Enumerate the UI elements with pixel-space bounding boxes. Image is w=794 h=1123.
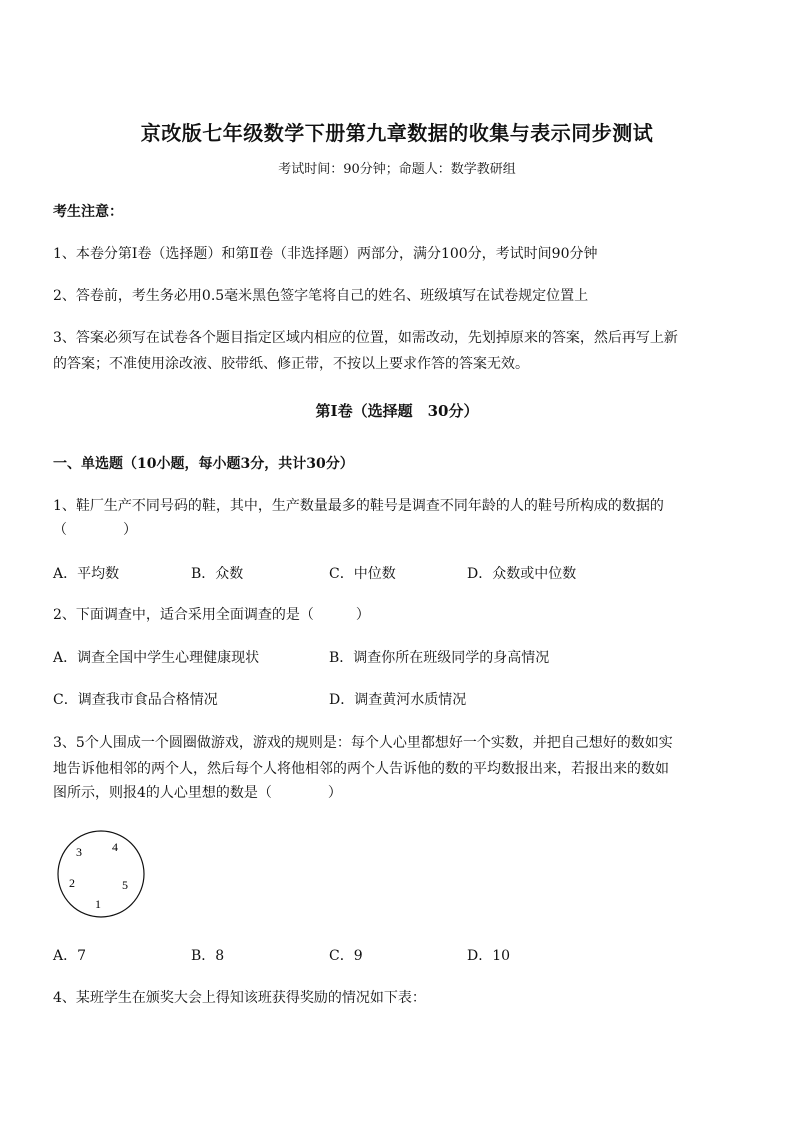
figure-number-1: 1	[95, 897, 101, 911]
question-1-blank: （ ）	[53, 522, 137, 538]
q1-option-a[interactable]: A．平均数	[53, 566, 120, 582]
q3-option-b[interactable]: B．8	[191, 948, 225, 964]
notice-item-3-cont: 的答案；不准使用涂改液、胶带纸、修正带，不按以上要求作答的答案无效。	[53, 356, 529, 372]
question-3-text-1: 3、5个人围成一个圆圈做游戏，游戏的规则是：每个人心里都想好一个实数，并把自己想好的数如实	[53, 735, 673, 751]
q1-option-b[interactable]: B．众数	[191, 566, 244, 582]
notice-item-3: 3、答案必须写在试卷各个题目指定区域内相应的位置，如需改动，先划掉原来的答案，然后再写上新	[53, 330, 678, 346]
q3-option-d[interactable]: D．10	[467, 948, 511, 964]
circle-diagram	[56, 829, 146, 919]
question-2-text: 2、下面调查中，适合采用全面调查的是（ ）	[53, 607, 370, 623]
figure-number-4: 4	[112, 840, 118, 854]
figure-number-3: 3	[76, 845, 82, 859]
figure-number-5: 5	[122, 878, 128, 892]
q3-option-c[interactable]: C．9	[329, 948, 363, 964]
figure-number-2: 2	[69, 876, 75, 890]
notice-heading: 考生注意：	[53, 204, 123, 220]
question-4-text: 4、某班学生在颁奖大会上得知该班获得奖励的情况如下表：	[53, 990, 426, 1006]
circle-outline	[58, 831, 144, 917]
q2-option-d[interactable]: D．调查黄河水质情况	[329, 692, 467, 708]
circle-figure	[56, 829, 146, 919]
section-title: 第Ⅰ卷（选择题 30分）	[315, 402, 479, 420]
q2-option-b[interactable]: B．调查你所在班级同学的身高情况	[329, 650, 550, 666]
notice-item-1: 1、本卷分第Ⅰ卷（选择题）和第Ⅱ卷（非选择题）两部分，满分100分，考试时间90分钟	[53, 246, 598, 262]
question-3-text-2: 地告诉他相邻的两个人，然后每个人将他相邻的两个人告诉他的数的平均数报出来，若报出来的数如	[53, 761, 669, 777]
part-heading: 一、单选题（10小题，每小题3分，共计30分）	[53, 456, 354, 472]
q2-option-c[interactable]: C．调查我市食品合格情况	[53, 692, 218, 708]
q1-option-c[interactable]: C．中位数	[329, 566, 396, 582]
page-title: 京改版七年级数学下册第九章数据的收集与表示同步测试	[140, 121, 654, 145]
q3-option-a[interactable]: A．7	[53, 948, 87, 964]
exam-subtitle: 考试时间：90分钟；命题人：数学教研组	[278, 162, 516, 177]
q2-option-a[interactable]: A．调查全国中学生心理健康现状	[53, 650, 260, 666]
question-3-text-3: 图所示，则报4的人心里想的数是（ ）	[53, 785, 342, 801]
q1-option-d[interactable]: D．众数或中位数	[467, 566, 577, 582]
notice-item-2: 2、答卷前，考生务必用0.5毫米黑色签字笔将自己的姓名、班级填写在试卷规定位置上	[53, 288, 589, 304]
question-1-text: 1、鞋厂生产不同号码的鞋，其中，生产数量最多的鞋号是调查不同年龄的人的鞋号所构成的数据的	[53, 498, 664, 514]
